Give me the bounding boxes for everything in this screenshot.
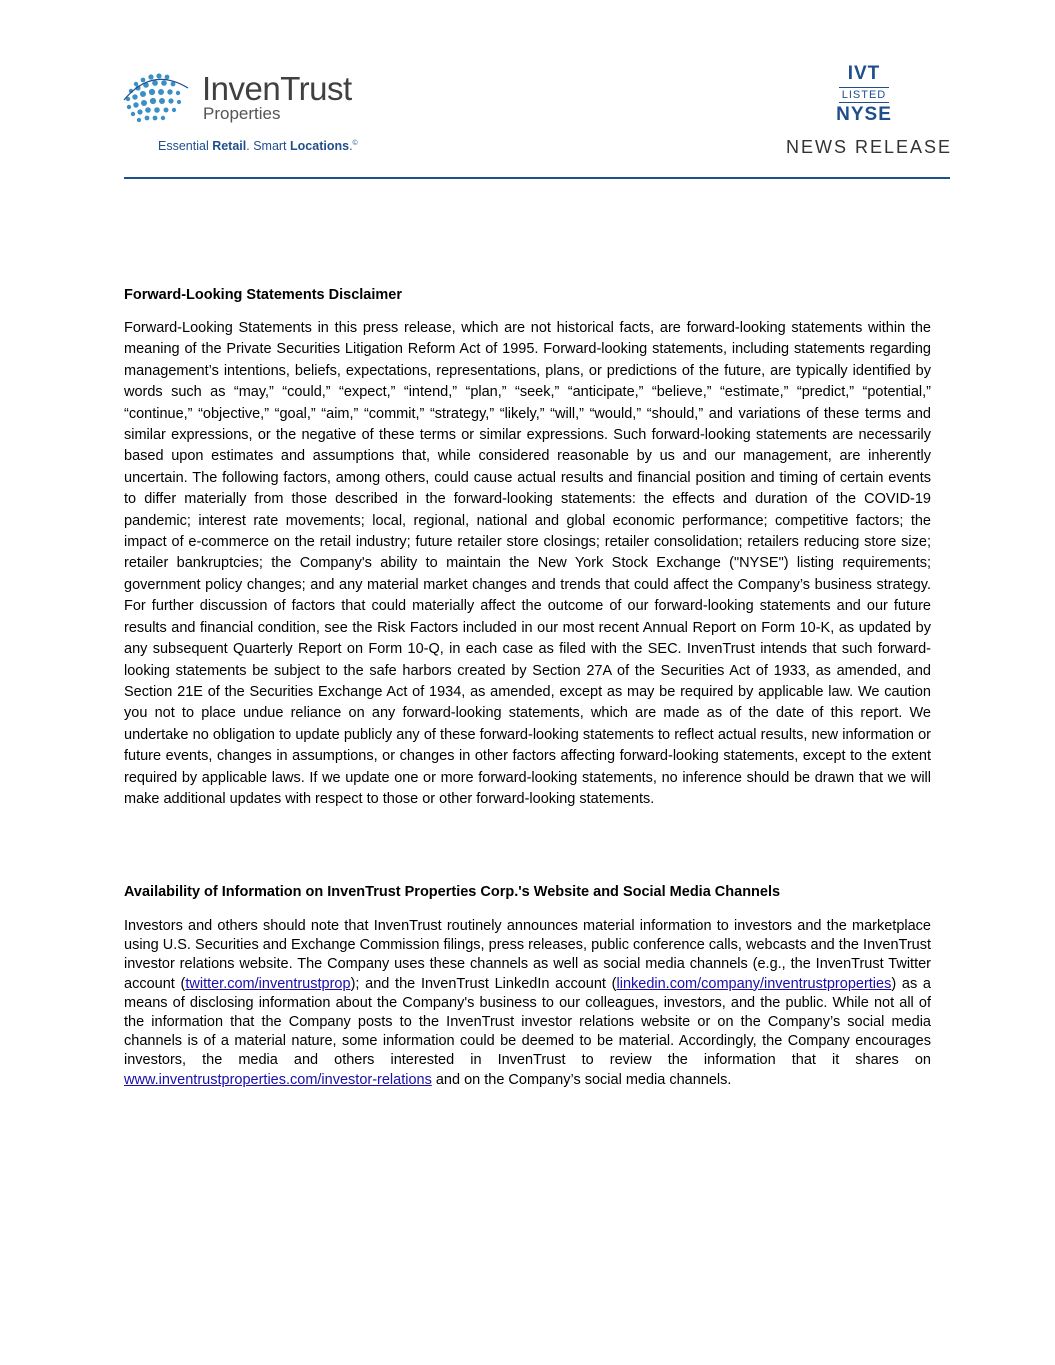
availability-paragraph: Investors and others should note that InvenTrust routinely announces material information to investors and the marketplace using U.S. Securities and Exchange Commission filings, press releases, public conference calls, webcasts and the InvenTrust investor relations website. The Company uses these channels as well as social media channels (e.g., the InvenTrust Twitter account (twitter.com/inventrustprop); and the InvenTrust LinkedIn account (linkedin.com/company/inventrustproperties) as a means of disclosing information about the Company's business to our colleagues, investors, and the public. While not all of the information that the Company posts to the InvenTrust investor relations website or on the Company’s social media channels is of a material nature, some information could be deemed to be material. Accordingly, the Company encourages investors, the media and others interested in InvenTrust to review the information that it shares on www.inventrustproperties.com/investor-relations and on the Company’s social media channels.	[124, 918, 931, 1088]
twitter-link[interactable]: twitter.com/inventrustprop	[185, 975, 351, 992]
listed-label: LISTED	[839, 87, 889, 103]
section-title-forward-looking: Forward-Looking Statements Disclaimer	[124, 287, 402, 303]
investor-relations-link[interactable]: www.inventrustproperties.com/investor-relations	[124, 1071, 432, 1088]
company-subname: Properties	[203, 104, 281, 123]
globe-logo-icon	[122, 70, 190, 128]
listing-badge	[820, 64, 908, 124]
header-divider	[124, 177, 950, 179]
forward-looking-paragraph: Forward-Looking Statements in this press release, which are not historical facts, are forward-looking statements within the meaning of the Private Securities Litigation Reform Act of 1995. Forward-looking statements, including statements regarding management’s intentions, beliefs, expectations, representations, plans, or predictions of the future, are typically identified by words such as “may,” “could,” “expect,” “intend,” “plan,” “seek,” “anticipate,” “believe,” “estimate,” “predict,” “potential,” “continue,” “objective,” “goal,” “aim,” “commit,” “strategy,” “likely,” “will,” “would,” “should,” and variations of these terms and similar expressions, or the negative of these terms or similar expressions. Such forward-looking statements are necessarily based upon estimates and assumptions that, while considered reasonable by us and our management, are inherently uncertain. The following factors, among others, could cause actual results and financial position and timing of certain events to differ materially from those described in the forward-looking statements: the effects and duration of the COVID-19 pandemic; interest rate movements; local, regional, national and global economic performance; competitive factors; the impact of e-commerce on the retail industry; future retailer store closings; retailer consolidation; retailers reducing store size; retailer bankruptcies; the Company's ability to maintain the New York Stock Exchange ("NYSE") listing requirements; government policy changes; and any material market changes and trends that could affect the Company’s business strategy. For further discussion of factors that could materially affect the outcome of our forward-looking statements and our future results and financial condition, see the Risk Factors included in our most recent Annual Report on Form 10-K, as updated by any subsequent Quarterly Report on Form 10-Q, in each case as filed with the SEC. InvenTrust intends that such forward-looking statements be subject to the safe harbors created by Section 27A of the Securities Act of 1933, as amended, and Section 21E of the Securities Exchange Act of 1934, as amended, except as may be required by applicable law. We caution you not to place undue reliance on any forward-looking statements, which are made as of the date of this report. We undertake no obligation to update publicly any of these forward-looking statements to reflect actual results, new information or future events, changes in assumptions, or changes in other factors affecting forward-looking statements, except to the extent required by applicable laws. If we update one or more forward-looking statements, no inference should be drawn that we will make additional updates with respect to those or other forward-looking statements.	[124, 320, 931, 807]
linkedin-link[interactable]: linkedin.com/company/inventrustproperties	[616, 975, 892, 992]
exchange-name: NYSE	[836, 104, 892, 125]
tagline: Essential Retail. Smart Locations.©	[158, 139, 358, 154]
company-name: InvenTrust	[202, 70, 352, 107]
page-header	[0, 0, 1055, 185]
section-title-availability: Availability of Information on InvenTrust Properties Corp.'s Website and Social Media Channels	[124, 884, 781, 900]
ticker-symbol: IVT	[847, 63, 881, 84]
release-type: NEWS RELEASE	[786, 137, 953, 157]
